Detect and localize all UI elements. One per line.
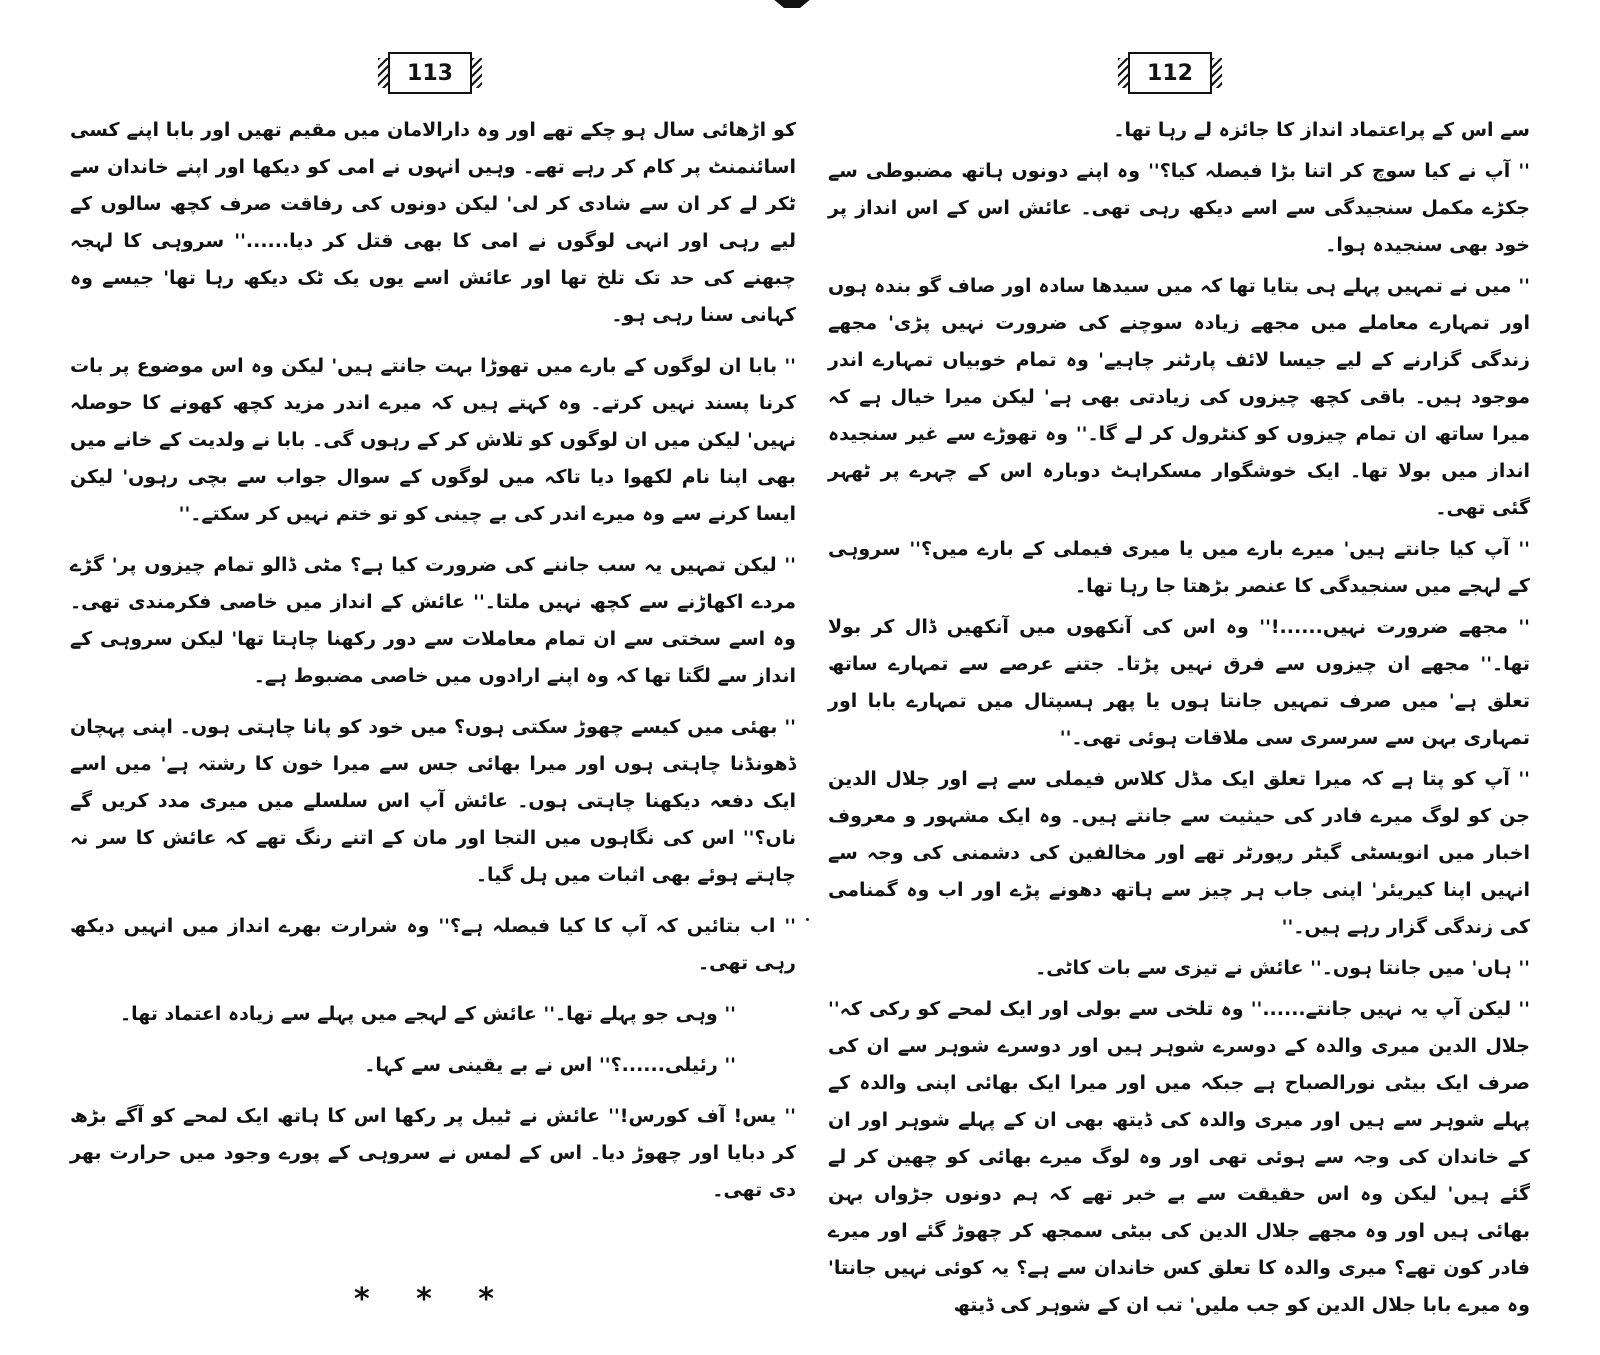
right-page bbox=[828, 0, 1530, 1355]
paragraph: سے اس کے پراعتماد انداز کا جائزہ لے رہا تھا۔ bbox=[1113, 119, 1530, 141]
paragraph: '' ہاں' میں جانتا ہوں۔'' عائش نے تیزی سے بات کاٹی۔ bbox=[1035, 957, 1530, 979]
paragraph: '' بابا ان لوگوں کے بارے میں تھوڑا بہت جانتے ہیں' لیکن وہ اس موضوع پر بات کرنا پسند نہیں کرتے۔ وہ کہتے ہیں کہ میرے اندر مزید کچھ کھونے کا حوصلہ نہیں' لیکن میں ان لوگوں کو تلاش کر کے رہوں گی۔ بابا نے ولدیت کے خانے میں بھی اپنا نام لکھوا دیا تاکہ میں لوگوں کے سوال جواب سے بچی رہوں' لیکن ایسا کرنے سے وہ میرے اندر کی بے چینی کو تو ختم نہیں کر سکتے۔'' bbox=[70, 355, 796, 525]
right-page-text bbox=[828, 112, 1530, 1328]
section-end-mark: * * * bbox=[354, 1282, 512, 1317]
paragraph: '' آپ کیا جانتے ہیں' میرے بارے میں یا میری فیملی کے بارے میں؟'' سروہی کے لہجے میں سنجیدگی کا عنصر بڑھتا جا رہا تھا۔ bbox=[828, 538, 1530, 597]
paragraph: '' بھئی میں کیسے چھوڑ سکتی ہوں؟ میں خود کو پانا چاہتی ہوں۔ اپنی پہچان ڈھونڈنا چاہتی ہوں اور میرا بھائی جس سے میرا خون کا رشتہ ہے' میں اسے ایک دفعہ دیکھنا چاہتی ہوں۔ عائش آپ اس سلسلے میں میری مدد کریں گے ناں؟'' اس کی نگاہوں میں التجا اور مان کے اتنے رنگ تھے کہ عائش کا سر نہ چاہتے ہوئے بھی اثبات میں ہل گیا۔ bbox=[70, 716, 796, 886]
paragraph: '' آپ کو پتا ہے کہ میرا تعلق ایک مڈل کلاس فیملی سے ہے اور جلال الدین جن کو لوگ میرے فادر کی حیثیت سے جانتے ہیں۔ وہ ایک مشہور و معروف اخبار میں انویسٹی گیٹر رپورٹر تھے اور مخالفین کی دشمنی کی وجہ سے انہیں اپنا کیریئر' اپنی جاب ہر چیز سے ہاتھ دھونے پڑے اور اب وہ گمنامی کی زندگی گزار رہے ہیں۔'' bbox=[828, 768, 1530, 938]
paragraph: '' آپ نے کیا سوچ کر اتنا بڑا فیصلہ کیا؟'' وہ اپنے دونوں ہاتھ مضبوطی سے جکڑے مکمل سنجیدگی سے اسے دیکھ رہی تھی۔ عائش اس کے اس انداز پر خود بھی سنجیدہ ہوا۔ bbox=[828, 160, 1530, 256]
paragraph: '' لیکن آپ یہ نہیں جانتے......'' وہ تلخی سے بولی اور ایک لمحے کو رکی کہ'' جلال الدین میری والدہ کے دوسرے شوہر ہیں اور دوسرے شوہر سے ان کی صرف ایک بیٹی نورالصباح ہے جبکہ میں اور میرا ایک بھائی اپنی والدہ کے پہلے شوہر سے ہیں اور میری والدہ کی ڈیتھ بھی ان کے پہلے شوہر اور ان کے خاندان کی وجہ سے ہوئی تھی اور وہ لوگ میرے بھائی کو چھین کر لے گئے ہیں' لیکن وہ اس حقیقت سے بے خبر تھے کہ ہم دونوں جڑواں بہن بھائی ہیں اور وہ مجھے جلال الدین کی بیٹی سمجھ کر چھوڑ گئے اور میرے فادر کون تھے؟ میری والدہ کا تعلق کس خاندان سے ہے؟ یہ کوئی نہیں جانتا' وہ میرے بابا جلال الدین کو جب ملیں' تب ان کے شوہر کی ڈیتھ bbox=[828, 998, 1530, 1316]
page-number-left: 113 bbox=[388, 52, 472, 94]
paragraph: '' مجھے ضرورت نہیں......!'' وہ اس کی آنکھوں میں آنکھیں ڈال کر بولا تھا۔'' مجھے ان چیزوں سے فرق نہیں پڑتا۔ جتنے عرصے سے تمہارے ساتھ تعلق ہے' میں صرف تمہیں جانتا ہوں یا پھر ہسپتال میں تمہارے بابا اور تمہاری بہن سے سرسری سی ملاقات ہوئی تھی۔'' bbox=[828, 616, 1530, 749]
paragraph: '' لیکن تمہیں یہ سب جاننے کی ضرورت کیا ہے؟ مٹی ڈالو تمام چیزوں پر' گڑے مردے اکھاڑنے سے کچھ نہیں ملتا۔'' عائش کے انداز میں خاصی فکرمندی تھی۔ وہ اسے سختی سے ان تمام معاملات سے دور رکھنا چاہتا تھا' لیکن سروہی کے انداز سے لگتا تھا کہ وہ اپنے ارادوں میں خاصی مضبوط ہے۔ bbox=[70, 554, 796, 687]
paragraph: '' اب بتائیں کہ آپ کا کیا فیصلہ ہے؟'' وہ شرارت بھرے انداز میں انہیں دیکھ رہی تھی۔ bbox=[70, 915, 796, 974]
page-number-right: 112 bbox=[1128, 52, 1212, 94]
paragraph: '' میں نے تمہیں پہلے ہی بتایا تھا کہ میں سیدھا سادہ اور صاف گو بندہ ہوں اور تمہارے معاملے میں مجھے زیادہ سوچنے کی ضرورت نہیں پڑی' مجھے زندگی گزارنے کے لیے جیسا لائف پارٹنر چاہیے' وہ تمام خوبیاں تمہارے اندر موجود ہیں۔ باقی کچھ چیزوں کی زیادتی بھی ہے' لیکن میرا خیال ہے کہ میرا ساتھ ان تمام چیزوں کو کنٹرول کر لے گا۔'' وہ تھوڑے سے غیر سنجیدہ انداز میں بولا تھا۔ ایک خوشگوار مسکراہٹ دوبارہ اس کے چہرے پر ٹھہر گئی تھی۔ bbox=[828, 275, 1530, 519]
paragraph: کو اڑھائی سال ہو چکے تھے اور وہ دارالامان میں مقیم تھیں اور بابا اپنے کسی اسائنمنٹ پر کام کر رہے تھے۔ وہیں انہوں نے امی کو دیکھا اور اپنے خاندان سے ٹکر لے کر ان سے شادی کر لی' لیکن دونوں کی رفاقت صرف کچھ سالوں کے لیے رہی اور انہی لوگوں نے امی کا بھی قتل کر دیا......'' سروہی کا لہجہ چبھنے کی حد تک تلخ تھا اور عائش اسے یوں یک ٹک دیکھ رہا تھا' جیسے وہ کہانی سنا رہی ہو۔ bbox=[70, 119, 796, 326]
paragraph: '' وہی جو پہلے تھا۔'' عائش کے لہجے میں پہلے سے زیادہ اعتماد تھا۔ bbox=[119, 1003, 736, 1025]
paragraph: '' رئیلی......؟'' اس نے بے یقینی سے کہا۔ bbox=[364, 1054, 736, 1076]
print-speck bbox=[806, 918, 809, 921]
left-page-text bbox=[70, 112, 796, 1223]
left-page bbox=[70, 0, 796, 1355]
paragraph: '' یس! آف کورس!'' عائش نے ٹیبل پر رکھا اس کا ہاتھ ایک لمحے کو آگے بڑھ کر دبایا اور چھوڑ دیا۔ اس کے لمس نے سروہی کے پورے وجود میں حرارت بھر دی تھی۔ bbox=[70, 1105, 796, 1201]
